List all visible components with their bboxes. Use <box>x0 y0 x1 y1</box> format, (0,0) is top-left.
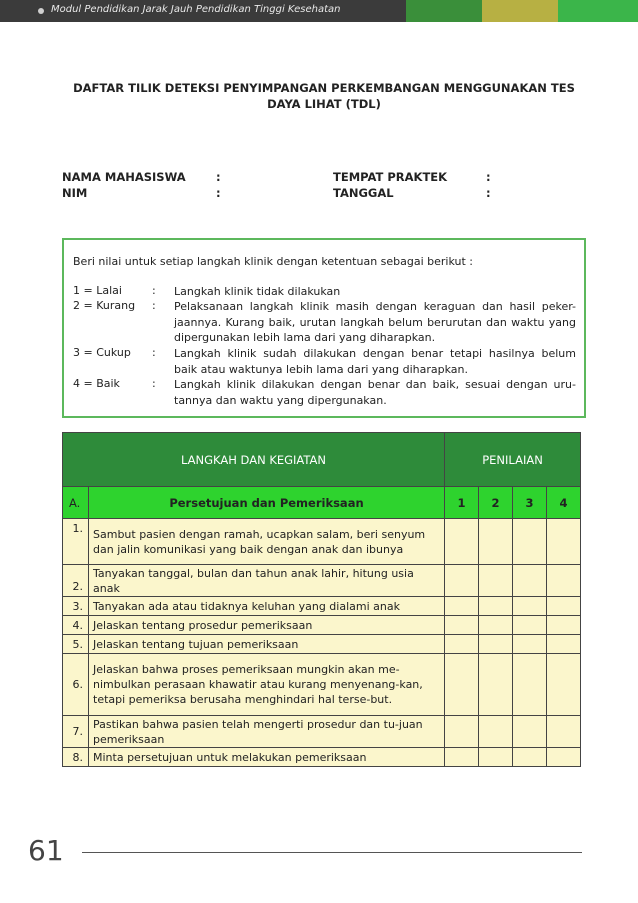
score-cell-3[interactable] <box>513 565 547 597</box>
running-title: Modul Pendidikan Jarak Jauh Pendidikan Tinggi Kesehatan <box>51 4 341 15</box>
score-cell-2[interactable] <box>479 635 513 654</box>
row-number: 3. <box>63 597 89 616</box>
score-cell-2[interactable] <box>479 616 513 635</box>
score-cell-3[interactable] <box>513 635 547 654</box>
section-letter: A. <box>63 487 89 519</box>
score-cell-4[interactable] <box>547 616 581 635</box>
row-text: Jelaskan tentang prosedur pemeriksaan <box>89 616 445 635</box>
legend-colon: : <box>152 284 156 297</box>
table-row <box>63 519 581 565</box>
legend-label-3: 3 = Cukup <box>73 346 131 359</box>
score-cell-4[interactable] <box>547 654 581 716</box>
table-row <box>63 716 581 748</box>
score-cell-2[interactable] <box>479 565 513 597</box>
tanggal-colon: : <box>486 186 491 200</box>
score-cell-2[interactable] <box>479 716 513 748</box>
row-text: Tanyakan tanggal, bulan dan tahun anak lahir, hitung usia anak <box>89 565 445 597</box>
row-text: Jelaskan bahwa proses pemeriksaan mungkin akan me-nimbulkan perasaan khawatir atau kurang menyenang-kan, tetapi pemeriksa berusaha menghindari hal terse-but. <box>89 654 445 716</box>
document-title-line2: DAYA LIHAT (TDL) <box>267 97 381 111</box>
tanggal-label: TANGGAL <box>333 186 394 200</box>
legend-colon: : <box>152 346 156 359</box>
footer-divider <box>82 852 582 853</box>
legend-colon: : <box>152 299 156 312</box>
score-cell-1[interactable] <box>445 635 479 654</box>
row-text: Minta persetujuan untuk melakukan pemeriksaan <box>89 748 445 767</box>
score-cell-3[interactable] <box>513 616 547 635</box>
row-text: Tanyakan ada atau tidaknya keluhan yang dialami anak <box>89 597 445 616</box>
score-cell-3[interactable] <box>513 597 547 616</box>
score-cell-3[interactable] <box>513 748 547 767</box>
row-number: 5. <box>63 635 89 654</box>
score-cell-2[interactable] <box>479 519 513 565</box>
row-text: Sambut pasien dengan ramah, ucapkan salam, beri senyum dan jalin komunikasi yang baik dengan anak dan ibunya <box>89 519 445 565</box>
column-header-score: PENILAIAN <box>445 433 581 487</box>
banner-green-segment <box>406 0 482 22</box>
score-cell-4[interactable] <box>547 519 581 565</box>
legend-intro: Beri nilai untuk setiap langkah klinik dengan ketentuan sebagai berikut : <box>73 255 474 268</box>
score-cell-3[interactable] <box>513 519 547 565</box>
legend-desc-1: Langkah klinik tidak dilakukan <box>174 285 341 298</box>
score-cell-3[interactable] <box>513 654 547 716</box>
score-cell-2[interactable] <box>479 654 513 716</box>
score-cell-2[interactable] <box>479 597 513 616</box>
row-number: 6. <box>63 654 89 716</box>
legend-label-4: 4 = Baik <box>73 377 120 390</box>
document-title-line1: DAFTAR TILIK DETEKSI PENYIMPANGAN PERKEMBANGAN MENGGUNAKAN TES <box>73 81 575 95</box>
score-cell-1[interactable] <box>445 748 479 767</box>
table-row <box>63 597 581 616</box>
score-cell-1[interactable] <box>445 716 479 748</box>
nama-label: NAMA MAHASISWA <box>62 170 186 184</box>
row-number: 4. <box>63 616 89 635</box>
nim-label: NIM <box>62 186 88 200</box>
legend-desc-2: Pelaksanaan langkah klinik masih dengan keraguan dan hasil peker-jaannya. Kurang baik, urutan langkah belum berurutan dan waktu yang dipergunakan lebih lama dari yang diharapkan. <box>174 300 576 344</box>
score-cell-1[interactable] <box>445 519 479 565</box>
row-text: Jelaskan tentang tujuan pemeriksaan <box>89 635 445 654</box>
score-header-3: 3 <box>513 487 547 519</box>
table-row <box>63 565 581 597</box>
column-header-activity: LANGKAH DAN KEGIATAN <box>63 433 445 487</box>
score-cell-4[interactable] <box>547 716 581 748</box>
table-row <box>63 654 581 716</box>
score-cell-1[interactable] <box>445 565 479 597</box>
score-cell-1[interactable] <box>445 616 479 635</box>
score-cell-4[interactable] <box>547 635 581 654</box>
legend-desc-3: Langkah klinik sudah dilakukan dengan benar tetapi hasilnya belum baik atau waktunya lebih lama dari yang diharapkan. <box>174 347 576 376</box>
score-header-4: 4 <box>547 487 581 519</box>
score-header-2: 2 <box>479 487 513 519</box>
nama-colon: : <box>216 170 221 184</box>
row-number: 8. <box>63 748 89 767</box>
row-number: 1. <box>63 519 89 565</box>
table-row <box>63 748 581 767</box>
score-cell-1[interactable] <box>445 654 479 716</box>
checklist-table <box>62 432 581 767</box>
top-banner <box>0 0 638 22</box>
legend-colon: : <box>152 377 156 390</box>
legend-label-1: 1 = Lalai <box>73 284 122 297</box>
tempat-colon: : <box>486 170 491 184</box>
section-title: Persetujuan dan Pemeriksaan <box>89 487 445 519</box>
score-cell-3[interactable] <box>513 716 547 748</box>
section-row <box>63 487 581 519</box>
score-cell-4[interactable] <box>547 748 581 767</box>
scoring-legend <box>62 238 586 418</box>
page-number: 61 <box>28 834 64 867</box>
nim-colon: : <box>216 186 221 200</box>
score-header-1: 1 <box>445 487 479 519</box>
banner-lime-segment <box>558 0 638 22</box>
table-row <box>63 635 581 654</box>
bullet-icon <box>38 8 44 14</box>
row-number: 7. <box>63 716 89 748</box>
row-number: 2. <box>63 565 89 597</box>
score-cell-1[interactable] <box>445 597 479 616</box>
banner-olive-segment <box>482 0 558 22</box>
score-cell-4[interactable] <box>547 597 581 616</box>
tempat-label: TEMPAT PRAKTEK <box>333 170 448 184</box>
legend-label-2: 2 = Kurang <box>73 299 136 312</box>
table-row <box>63 616 581 635</box>
score-cell-4[interactable] <box>547 565 581 597</box>
legend-desc-4: Langkah klinik dilakukan dengan benar dan baik, sesuai dengan uru-tannya dan waktu yang dipergunakan. <box>174 378 576 407</box>
row-text: Pastikan bahwa pasien telah mengerti prosedur dan tu-juan pemeriksaan <box>89 716 445 748</box>
score-cell-2[interactable] <box>479 748 513 767</box>
document-title <box>68 80 580 112</box>
table-header-row <box>63 433 581 487</box>
